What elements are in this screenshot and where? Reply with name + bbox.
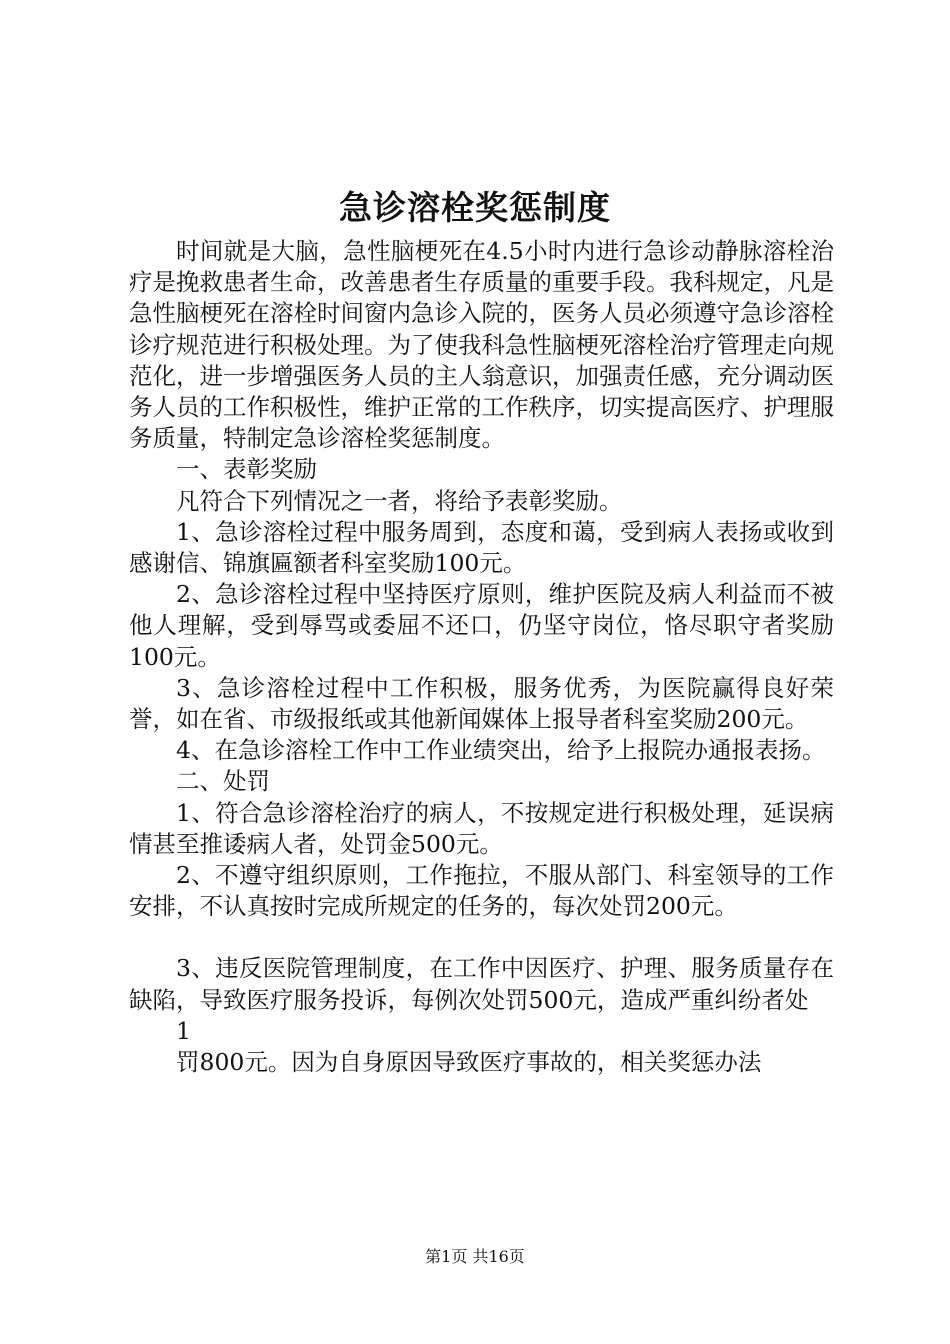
page-number-footer: 第1页 共16页 (425, 1247, 525, 1266)
penalty-item-2: 2、不遵守组织原则，工作拖拉，不服从部门、科室领导的工作安排，不认真按时完成所规定的任务的，每次处罚200元。 (129, 861, 834, 921)
reward-item-4: 4、在急诊溶栓工作中工作业绩突出，给予上报院办通报表扬。 (176, 736, 826, 765)
section-heading-penalties: 二、处罚 (176, 767, 270, 796)
penalty-item-1: 1、符合急诊溶栓治疗的病人，不按规定进行积极处理，延误病情甚至推诿病人者，处罚金500元。 (129, 798, 834, 858)
reward-item-2: 2、急诊溶栓过程中坚持医疗原则，维护医院及病人利益而不被他人理解，受到辱骂或委屈不还口，仍坚守岗位，恪尽职守者奖励100元。 (129, 580, 834, 671)
document-body (129, 236, 834, 1078)
reward-item-3: 3、急诊溶栓过程中工作积极，服务优秀，为医院赢得良好荣誉，如在省、市级报纸或其他新闻媒体上报导者科室奖励200元。 (129, 673, 834, 734)
paragraph-gap (129, 922, 834, 953)
rewards-intro: 凡符合下列情况之一者，将给予表彰奖励。 (176, 486, 623, 515)
penalty-item-3: 3、违反医院管理制度，在工作中因医疗、护理、服务质量存在缺陷，导致医疗服务投诉，每例次处罚500元，造成严重纠纷者处 (129, 954, 834, 1014)
section-heading-rewards: 一、表彰奖励 (176, 455, 317, 484)
reward-item-1: 1、急诊溶栓过程中服务周到，态度和蔼，受到病人表扬或收到感谢信、锦旗匾额者科室奖励100元。 (129, 517, 834, 578)
intro-paragraph: 时间就是大脑，急性脑梗死在4.5小时内进行急诊动静脉溶栓治疗是挽救患者生命，改善患者生存质量的重要手段。我科规定，凡是急性脑梗死在溶栓时间窗内急诊入院的，医务人员必须遵守急诊溶栓诊疗规范进行积极处理。为了使我科急性脑梗死溶栓治疗管理走向规范化，进一步增强医务人员的主人翁意识，加强责任感，充分调动医务人员的工作积极性，维护正常的工作秩序，切实提高医疗、护理服务质量，特制定急诊溶栓奖惩制度。 (129, 237, 834, 453)
penalty-item-3-continued: 罚800元。因为自身原因导致医疗事故的，相关奖惩办法 (176, 1048, 762, 1077)
stray-number: 1 (176, 1016, 191, 1045)
document-title: 急诊溶栓奖惩制度 (339, 188, 611, 227)
